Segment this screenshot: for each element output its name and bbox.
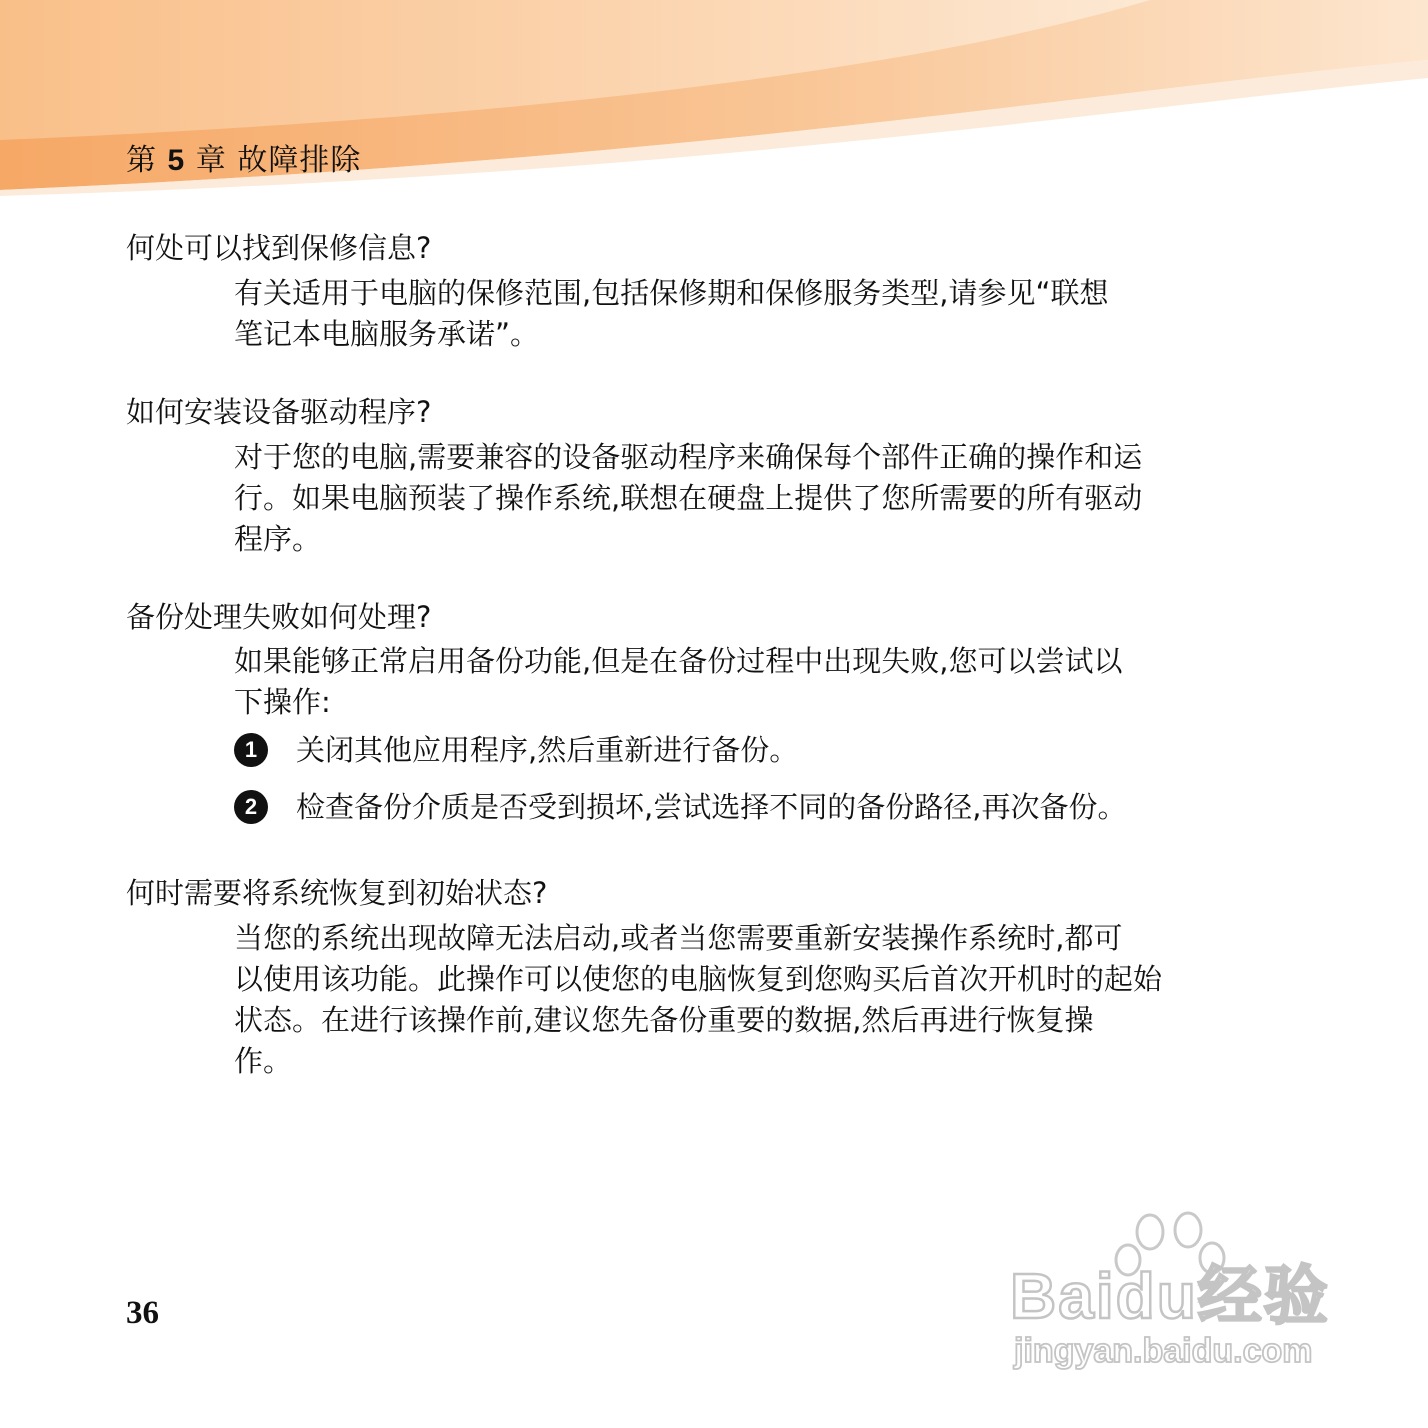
answer-line: 状态。在进行该操作前,建议您先备份重要的数据,然后再进行恢复操 [234, 1003, 1094, 1037]
question-heading: 何时需要将系统恢复到初始状态? [126, 876, 548, 910]
baidu-jingyan-watermark [1000, 1210, 1360, 1380]
answer-paragraph [234, 918, 1162, 1082]
chapter-number: 5 [167, 144, 186, 177]
chapter-name: 章 故障排除 [195, 143, 362, 178]
question-heading: 如何安装设备驱动程序? [126, 395, 432, 429]
answer-paragraph [234, 437, 1142, 560]
answer-line: 行。如果电脑预装了操作系统,联想在硬盘上提供了您所需要的所有驱动 [234, 481, 1143, 515]
step-text: 关闭其他应用程序,然后重新进行备份。 [296, 733, 799, 767]
answer-line: 如果能够正常启用备份功能,但是在备份过程中出现失败,您可以尝试以 [234, 644, 1123, 678]
answer-line: 以使用该功能。此操作可以使您的电脑恢复到您购买后首次开机时的起始 [234, 962, 1163, 996]
answer-paragraph [234, 273, 1108, 355]
step-number-badge: 1 [234, 733, 268, 767]
question-heading: 何处可以找到保修信息? [126, 231, 432, 265]
question-heading: 备份处理失败如何处理? [126, 600, 432, 634]
answer-line: 下操作: [234, 685, 331, 719]
page-number: 36 [126, 1295, 159, 1331]
answer-line: 笔记本电脑服务承诺”。 [234, 317, 540, 351]
answer-line: 作。 [234, 1044, 293, 1078]
watermark-logo-text: Baidu经验 [1010, 1260, 1330, 1332]
answer-line: 有关适用于电脑的保修范围,包括保修期和保修服务类型,请参见“联想 [234, 276, 1109, 310]
step-number-badge: 2 [234, 790, 268, 824]
answer-line: 对于您的电脑,需要兼容的设备驱动程序来确保每个部件正确的操作和运 [234, 440, 1143, 474]
answer-paragraph [234, 641, 1122, 723]
watermark-url: jingyan.baidu.com [1014, 1332, 1313, 1370]
chapter-title [126, 135, 361, 179]
answer-line: 当您的系统出现故障无法启动,或者当您需要重新安装操作系统时,都可 [234, 921, 1123, 955]
answer-line: 程序。 [234, 522, 322, 556]
chapter-prefix: 第 [126, 143, 157, 178]
step-text: 检查备份介质是否受到损坏,尝试选择不同的备份路径,再次备份。 [296, 790, 1127, 824]
